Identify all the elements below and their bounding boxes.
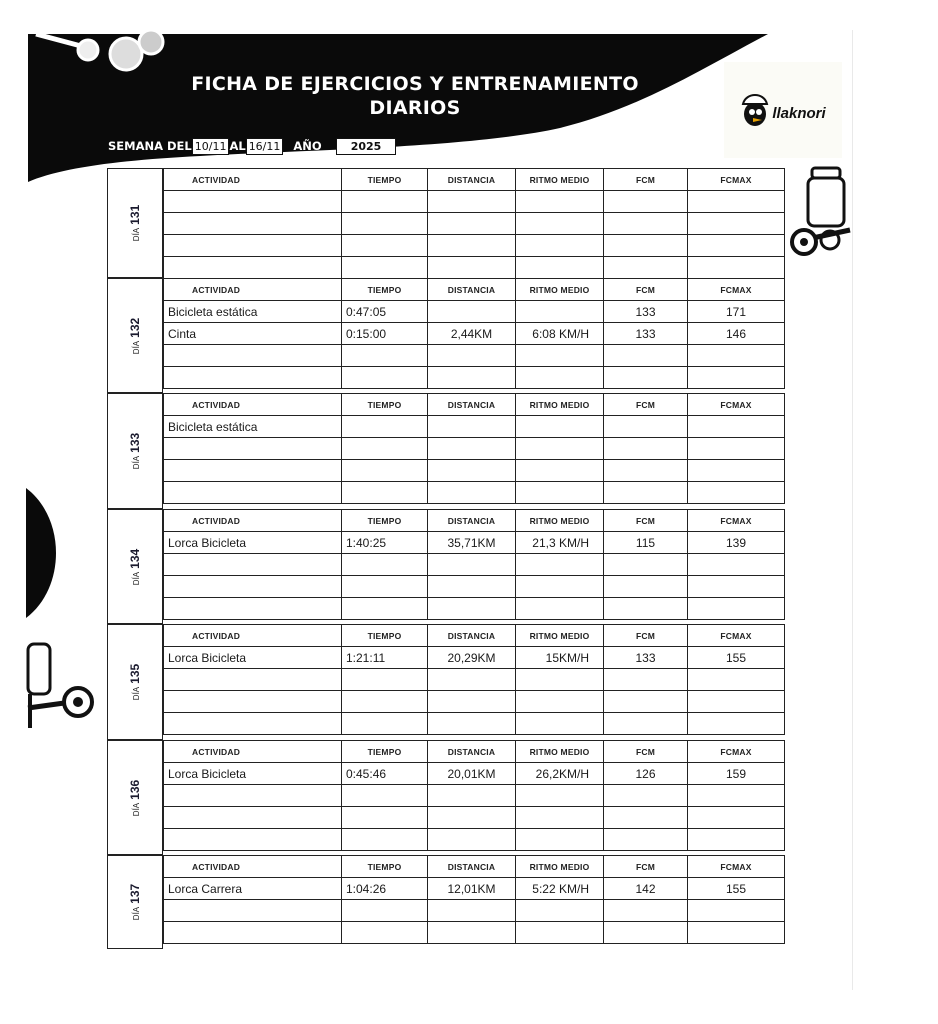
cell-pace[interactable]: [516, 345, 604, 367]
header-pace: RITMO MEDIO: [516, 856, 604, 878]
day-table: [163, 740, 785, 851]
cell-hr-avg[interactable]: [604, 576, 688, 598]
header-pace: RITMO MEDIO: [516, 625, 604, 647]
header-pace: RITMO MEDIO: [516, 169, 604, 191]
cell-distance[interactable]: 35,71KM: [428, 532, 516, 554]
cell-time[interactable]: [342, 460, 428, 482]
cell-pace[interactable]: [516, 235, 604, 257]
header-hr-avg: FCM: [604, 169, 688, 191]
cell-pace[interactable]: [516, 460, 604, 482]
cell-hr-max[interactable]: [688, 257, 785, 279]
header-hr-max: FCMAX: [688, 394, 785, 416]
table-header-row: [164, 169, 785, 191]
cell-hr-avg[interactable]: [604, 829, 688, 851]
header-activity: ACTIVIDAD: [164, 741, 342, 763]
day-prefix: DÍA: [132, 227, 141, 242]
cell-time[interactable]: [342, 900, 428, 922]
cell-hr-avg[interactable]: [604, 257, 688, 279]
cell-distance[interactable]: [428, 713, 516, 735]
cell-pace[interactable]: [516, 922, 604, 944]
table-row: [164, 691, 785, 713]
cell-time[interactable]: [342, 367, 428, 389]
cell-distance[interactable]: [428, 576, 516, 598]
day-block-136: [107, 740, 784, 855]
cell-hr-max[interactable]: [688, 416, 785, 438]
cell-hr-avg[interactable]: [604, 669, 688, 691]
week-to-field[interactable]: 16/11: [246, 138, 284, 155]
week-prefix: SEMANA DEL: [108, 139, 192, 153]
cell-hr-avg[interactable]: 142: [604, 878, 688, 900]
year-field[interactable]: 2025: [336, 138, 397, 155]
day-table: [163, 624, 785, 735]
table-row: [164, 460, 785, 482]
table-header-row: [164, 510, 785, 532]
header-hr-avg: FCM: [604, 394, 688, 416]
cell-pace[interactable]: [516, 301, 604, 323]
cell-time[interactable]: 0:47:05: [342, 301, 428, 323]
cell-distance[interactable]: [428, 785, 516, 807]
header-time: TIEMPO: [342, 169, 428, 191]
cell-pace[interactable]: [516, 785, 604, 807]
cell-time[interactable]: [342, 416, 428, 438]
cell-time[interactable]: [342, 576, 428, 598]
cell-activity[interactable]: [164, 460, 342, 482]
table-row: [164, 647, 785, 669]
day-block-134: [107, 509, 784, 624]
cell-time[interactable]: [342, 213, 428, 235]
day-label: [107, 740, 163, 855]
header-time: TIEMPO: [342, 856, 428, 878]
table-row: [164, 785, 785, 807]
table-row: [164, 807, 785, 829]
cell-hr-max[interactable]: [688, 460, 785, 482]
cell-pace[interactable]: 21,3 KM/H: [516, 532, 604, 554]
header-pace: RITMO MEDIO: [516, 510, 604, 532]
cell-distance[interactable]: [428, 438, 516, 460]
cell-pace[interactable]: [516, 576, 604, 598]
cell-pace[interactable]: [516, 691, 604, 713]
cell-pace[interactable]: [516, 807, 604, 829]
cell-time[interactable]: [342, 829, 428, 851]
cell-hr-avg[interactable]: [604, 785, 688, 807]
cell-pace[interactable]: [516, 257, 604, 279]
cell-pace[interactable]: [516, 482, 604, 504]
cell-hr-avg[interactable]: [604, 191, 688, 213]
cell-hr-avg[interactable]: [604, 438, 688, 460]
cell-hr-max[interactable]: [688, 213, 785, 235]
header-activity: ACTIVIDAD: [164, 279, 342, 301]
cell-hr-max[interactable]: 159: [688, 763, 785, 785]
cell-hr-max[interactable]: [688, 922, 785, 944]
cell-hr-avg[interactable]: [604, 213, 688, 235]
cell-hr-max[interactable]: [688, 713, 785, 735]
cell-activity[interactable]: [164, 669, 342, 691]
cell-activity[interactable]: [164, 191, 342, 213]
cell-activity[interactable]: [164, 691, 342, 713]
cell-hr-max[interactable]: [688, 598, 785, 620]
day-label: [107, 624, 163, 740]
cell-hr-avg[interactable]: 133: [604, 647, 688, 669]
cell-hr-avg[interactable]: [604, 482, 688, 504]
header-distance: DISTANCIA: [428, 856, 516, 878]
cell-time[interactable]: [342, 713, 428, 735]
cell-activity[interactable]: [164, 345, 342, 367]
cell-distance[interactable]: [428, 301, 516, 323]
cell-time[interactable]: [342, 785, 428, 807]
cell-distance[interactable]: [428, 554, 516, 576]
header-distance: DISTANCIA: [428, 510, 516, 532]
cell-hr-max[interactable]: [688, 367, 785, 389]
cell-hr-max[interactable]: 146: [688, 323, 785, 345]
table-header-row: [164, 279, 785, 301]
table-row: [164, 257, 785, 279]
cell-time[interactable]: [342, 345, 428, 367]
black-disc-shape: [26, 488, 58, 618]
title-line-2: DIARIOS: [369, 97, 461, 119]
cell-activity[interactable]: [164, 922, 342, 944]
cell-pace[interactable]: [516, 829, 604, 851]
cell-time[interactable]: 0:15:00: [342, 323, 428, 345]
cell-pace[interactable]: [516, 598, 604, 620]
table-row: [164, 438, 785, 460]
table-header-row: [164, 856, 785, 878]
day-prefix: DÍA: [132, 571, 141, 585]
cell-activity[interactable]: [164, 576, 342, 598]
week-row: [108, 136, 396, 156]
cell-activity[interactable]: Lorca Bicicleta: [164, 532, 342, 554]
training-sheet: [107, 168, 784, 960]
cell-distance[interactable]: [428, 416, 516, 438]
cell-activity[interactable]: Bicicleta estática: [164, 416, 342, 438]
cell-distance[interactable]: [428, 482, 516, 504]
cell-distance[interactable]: [428, 807, 516, 829]
cell-pace[interactable]: [516, 669, 604, 691]
cell-hr-avg[interactable]: [604, 554, 688, 576]
week-from-field[interactable]: 10/11: [192, 138, 230, 155]
day-prefix: DÍA: [132, 906, 141, 921]
cell-activity[interactable]: [164, 713, 342, 735]
header-pace: RITMO MEDIO: [516, 741, 604, 763]
cell-hr-avg[interactable]: [604, 922, 688, 944]
mascot-chick-icon: [740, 90, 770, 130]
cell-hr-max[interactable]: [688, 785, 785, 807]
header-time: TIEMPO: [342, 510, 428, 532]
header-hr-avg: FCM: [604, 279, 688, 301]
cell-hr-max[interactable]: [688, 669, 785, 691]
cell-activity[interactable]: [164, 900, 342, 922]
table-row: [164, 878, 785, 900]
cell-pace[interactable]: [516, 367, 604, 389]
cell-activity[interactable]: Lorca Carrera: [164, 878, 342, 900]
day-number: 133: [128, 432, 142, 453]
day-table: [163, 168, 785, 279]
cell-time[interactable]: 1:40:25: [342, 532, 428, 554]
table-row: [164, 669, 785, 691]
table-row: [164, 598, 785, 620]
cell-activity[interactable]: [164, 438, 342, 460]
table-row: [164, 532, 785, 554]
weight-machine-icon-left: [26, 638, 96, 730]
header-time: TIEMPO: [342, 394, 428, 416]
cell-pace[interactable]: [516, 554, 604, 576]
table-row: [164, 900, 785, 922]
table-row: [164, 554, 785, 576]
table-row: [164, 213, 785, 235]
day-block-135: [107, 624, 784, 740]
day-label: [107, 278, 163, 393]
day-block-131: [107, 168, 784, 278]
header-activity: ACTIVIDAD: [164, 510, 342, 532]
table-row: [164, 482, 785, 504]
table-header-row: [164, 741, 785, 763]
cell-pace[interactable]: [516, 213, 604, 235]
header-hr-max: FCMAX: [688, 625, 785, 647]
table-row: [164, 576, 785, 598]
page-title: [150, 72, 680, 120]
cell-hr-avg[interactable]: 133: [604, 301, 688, 323]
day-prefix: DÍA: [132, 455, 141, 470]
cell-activity[interactable]: [164, 554, 342, 576]
cell-hr-avg[interactable]: [604, 416, 688, 438]
cell-activity[interactable]: Lorca Bicicleta: [164, 647, 342, 669]
cell-pace[interactable]: [516, 438, 604, 460]
cell-pace[interactable]: [516, 713, 604, 735]
day-label: [107, 168, 163, 278]
cell-distance[interactable]: [428, 598, 516, 620]
cell-distance[interactable]: [428, 191, 516, 213]
table-row: [164, 713, 785, 735]
header-time: TIEMPO: [342, 279, 428, 301]
cell-time[interactable]: [342, 482, 428, 504]
header-hr-max: FCMAX: [688, 279, 785, 301]
table-header-row: [164, 625, 785, 647]
cell-distance[interactable]: [428, 460, 516, 482]
cell-distance[interactable]: 20,01KM: [428, 763, 516, 785]
cell-distance[interactable]: 20,29KM: [428, 647, 516, 669]
cell-hr-avg[interactable]: [604, 691, 688, 713]
header-distance: DISTANCIA: [428, 169, 516, 191]
day-table: [163, 509, 785, 620]
cell-activity[interactable]: Bicicleta estática: [164, 301, 342, 323]
header-activity: ACTIVIDAD: [164, 169, 342, 191]
cell-hr-max[interactable]: [688, 829, 785, 851]
header-hr-max: FCMAX: [688, 169, 785, 191]
cell-distance[interactable]: [428, 235, 516, 257]
dumbbell-icon: [26, 28, 166, 88]
table-row: [164, 345, 785, 367]
cell-time[interactable]: [342, 807, 428, 829]
day-prefix: DÍA: [132, 802, 141, 816]
table-row: [164, 323, 785, 345]
table-header-row: [164, 394, 785, 416]
cell-distance[interactable]: [428, 669, 516, 691]
cell-pace[interactable]: [516, 416, 604, 438]
weight-machine-icon: [790, 164, 856, 260]
table-row: [164, 235, 785, 257]
cell-time[interactable]: 0:45:46: [342, 763, 428, 785]
cell-pace[interactable]: [516, 900, 604, 922]
header-hr-avg: FCM: [604, 856, 688, 878]
cell-hr-max[interactable]: [688, 576, 785, 598]
cell-distance[interactable]: [428, 922, 516, 944]
cell-activity[interactable]: Lorca Bicicleta: [164, 763, 342, 785]
header-hr-max: FCMAX: [688, 510, 785, 532]
day-table: [163, 855, 785, 944]
day-block-137: [107, 855, 784, 949]
cell-hr-max[interactable]: 155: [688, 878, 785, 900]
logo: [724, 62, 842, 158]
cell-time[interactable]: [342, 691, 428, 713]
cell-distance[interactable]: [428, 900, 516, 922]
cell-hr-avg[interactable]: 126: [604, 763, 688, 785]
cell-hr-avg[interactable]: 115: [604, 532, 688, 554]
table-row: [164, 763, 785, 785]
cell-hr-max[interactable]: 155: [688, 647, 785, 669]
cell-hr-avg[interactable]: [604, 807, 688, 829]
header-hr-avg: FCM: [604, 510, 688, 532]
cell-time[interactable]: [342, 554, 428, 576]
header-distance: DISTANCIA: [428, 394, 516, 416]
day-table: [163, 393, 785, 504]
cell-hr-avg[interactable]: [604, 713, 688, 735]
cell-hr-avg[interactable]: [604, 460, 688, 482]
cell-distance[interactable]: [428, 829, 516, 851]
cell-distance[interactable]: [428, 345, 516, 367]
cell-pace[interactable]: 15KM/H: [516, 647, 604, 669]
cell-activity[interactable]: [164, 367, 342, 389]
title-line-1: FICHA DE EJERCICIOS Y ENTRENAMIENTO: [191, 73, 639, 95]
cell-activity[interactable]: [164, 785, 342, 807]
header-activity: ACTIVIDAD: [164, 394, 342, 416]
header-distance: DISTANCIA: [428, 625, 516, 647]
day-block-133: [107, 393, 784, 509]
cell-distance[interactable]: [428, 367, 516, 389]
day-number: 136: [128, 779, 142, 800]
cell-hr-max[interactable]: [688, 807, 785, 829]
cell-distance[interactable]: [428, 257, 516, 279]
cell-activity[interactable]: [164, 598, 342, 620]
cell-distance[interactable]: 12,01KM: [428, 878, 516, 900]
cell-distance[interactable]: [428, 213, 516, 235]
cell-time[interactable]: [342, 191, 428, 213]
cell-hr-avg[interactable]: [604, 235, 688, 257]
header-hr-max: FCMAX: [688, 856, 785, 878]
cell-hr-avg[interactable]: [604, 345, 688, 367]
cell-hr-max[interactable]: [688, 554, 785, 576]
cell-activity[interactable]: [164, 235, 342, 257]
cell-pace[interactable]: 26,2KM/H: [516, 763, 604, 785]
cell-hr-max[interactable]: [688, 691, 785, 713]
day-label: [107, 393, 163, 509]
cell-activity[interactable]: [164, 829, 342, 851]
header-distance: DISTANCIA: [428, 741, 516, 763]
cell-time[interactable]: 1:04:26: [342, 878, 428, 900]
table-row: [164, 922, 785, 944]
cell-hr-avg[interactable]: [604, 367, 688, 389]
day-number: 132: [128, 317, 142, 338]
header-hr-avg: FCM: [604, 741, 688, 763]
cell-hr-max[interactable]: [688, 191, 785, 213]
cell-hr-max[interactable]: [688, 482, 785, 504]
day-number: 137: [128, 883, 142, 904]
cell-hr-avg[interactable]: 133: [604, 323, 688, 345]
day-label: [107, 855, 163, 949]
day-label: [107, 509, 163, 624]
header-pace: RITMO MEDIO: [516, 394, 604, 416]
cell-distance[interactable]: [428, 691, 516, 713]
cell-time[interactable]: [342, 598, 428, 620]
day-block-132: [107, 278, 784, 393]
cell-time[interactable]: 1:21:11: [342, 647, 428, 669]
header-hr-avg: FCM: [604, 625, 688, 647]
cell-time[interactable]: [342, 235, 428, 257]
cell-pace[interactable]: 5:22 KM/H: [516, 878, 604, 900]
cell-hr-avg[interactable]: [604, 598, 688, 620]
day-number: 131: [128, 204, 142, 225]
table-row: [164, 191, 785, 213]
week-between: AL: [229, 139, 246, 153]
day-number: 135: [128, 663, 142, 684]
cell-hr-avg[interactable]: [604, 900, 688, 922]
cell-distance[interactable]: 2,44KM: [428, 323, 516, 345]
day-table: [163, 278, 785, 389]
cell-activity[interactable]: [164, 482, 342, 504]
header-activity: ACTIVIDAD: [164, 856, 342, 878]
logo-text: llaknori: [772, 104, 826, 122]
header-time: TIEMPO: [342, 625, 428, 647]
cell-hr-max[interactable]: [688, 345, 785, 367]
table-row: [164, 829, 785, 851]
cell-time[interactable]: [342, 669, 428, 691]
table-row: [164, 416, 785, 438]
cell-hr-max[interactable]: 171: [688, 301, 785, 323]
header-activity: ACTIVIDAD: [164, 625, 342, 647]
header-time: TIEMPO: [342, 741, 428, 763]
cell-time[interactable]: [342, 922, 428, 944]
cell-time[interactable]: [342, 257, 428, 279]
cell-activity[interactable]: [164, 213, 342, 235]
cell-pace[interactable]: [516, 191, 604, 213]
cell-time[interactable]: [342, 438, 428, 460]
day-number: 134: [128, 548, 142, 569]
cell-pace[interactable]: 6:08 KM/H: [516, 323, 604, 345]
cell-activity[interactable]: Cinta: [164, 323, 342, 345]
header-distance: DISTANCIA: [428, 279, 516, 301]
cell-hr-max[interactable]: 139: [688, 532, 785, 554]
header-hr-max: FCMAX: [688, 741, 785, 763]
cell-activity[interactable]: [164, 257, 342, 279]
cell-hr-max[interactable]: [688, 438, 785, 460]
cell-activity[interactable]: [164, 807, 342, 829]
year-label: AÑO: [293, 139, 322, 153]
cell-hr-max[interactable]: [688, 235, 785, 257]
header-pace: RITMO MEDIO: [516, 279, 604, 301]
day-prefix: DÍA: [132, 340, 141, 354]
cell-hr-max[interactable]: [688, 900, 785, 922]
day-prefix: DÍA: [132, 686, 141, 701]
table-row: [164, 301, 785, 323]
table-row: [164, 367, 785, 389]
